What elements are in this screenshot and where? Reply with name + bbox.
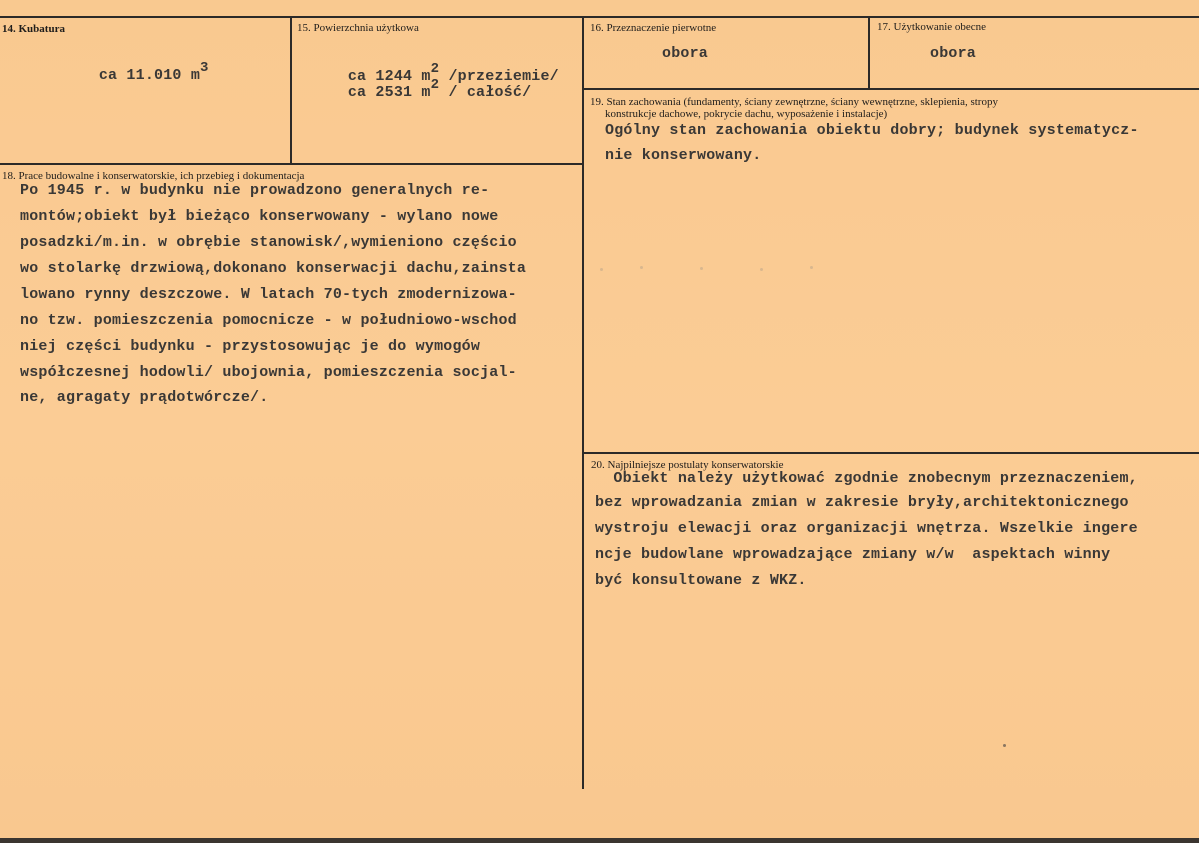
section-18-line: wo stolarkę drzwiową,dokonano konserwacji dachu,zainsta (20, 260, 527, 277)
section-14-label: 14. Kubatura (2, 23, 65, 35)
section-18-label: 18. Prace budowalne i konserwatorskie, ich przebieg i dokumentacja (2, 170, 305, 182)
section-20-line: bez wprowadzania zmian w zakresie bryły,architektonicznego (595, 494, 1129, 511)
section-17-label: 17. Użytkowanie obecne (877, 21, 987, 33)
area-exponent-2: 2 (430, 77, 440, 93)
section-19-label-line-1: 19. Stan zachowania (fundamenty, ściany zewnętrzne, ściany wewnętrzne, sklepienia, stropy (590, 96, 998, 108)
area-exponent-1: 2 (430, 61, 440, 77)
divider-14-15 (290, 17, 292, 163)
section-18-line: posadzki/m.in. w obrębie stanowisk/,wymieniono częścio (20, 234, 517, 251)
area-total-note: / całość/ (439, 84, 532, 101)
bleed-mark (640, 266, 643, 269)
bleed-mark (810, 266, 813, 269)
bottom-scan-edge (0, 838, 1199, 843)
bleed-mark (600, 268, 603, 271)
section-20-line: ncje budowlane wprowadzające zmiany w/w aspektach winny (595, 546, 1111, 563)
section-16-label: 16. Przeznaczenie pierwotne (590, 22, 717, 34)
section-20-line: wystroju elewacji oraz organizacji wnętrza. Wszelkie ingere (595, 520, 1138, 537)
section-18-line: ne, agragaty prądotwórcze/. (20, 389, 269, 406)
section-18-line: no tzw. pomieszczenia pomocnicze - w południowo-wschod (20, 312, 517, 329)
rule-above-20 (583, 452, 1199, 454)
area-above-ground: ca 1244 m (347, 68, 431, 85)
section-20-line: być konsultowane z WKZ. (595, 572, 807, 589)
section-15-line-2 (311, 62, 531, 118)
main-vertical-divider (582, 17, 584, 789)
section-19-label-line-2: konstrukcje dachowe, pokrycie dachu, wyposażenie i instalacje) (605, 108, 888, 120)
rule-under-16-17 (583, 88, 1199, 90)
section-20-label: 20. Najpilniejsze postulaty konserwatorskie (591, 459, 784, 471)
kubatura-unit-exponent: 3 (200, 60, 209, 76)
area-above-ground-note: /przeziemie/ (439, 68, 559, 85)
rule-above-18 (0, 163, 583, 165)
kubatura-value: ca 11.010 m (98, 67, 201, 84)
section-19-line: nie konserwowany. (605, 147, 762, 164)
section-19-line: Ogólny stan zachowania obiektu dobry; budynek systematycz- (605, 122, 1139, 139)
paper-speck (1003, 744, 1006, 747)
divider-16-17 (868, 17, 870, 89)
section-18-line: lowano rynny deszczowe. W latach 70-tych zmodernizowa- (20, 286, 517, 303)
section-18-line: współczesnej hodowli/ ubojownia, pomieszczenia socjal- (20, 364, 517, 381)
section-18-line: niej części budynku - przystosowując je do wymogów (20, 338, 481, 355)
section-16-value: obora (662, 45, 709, 62)
bleed-mark (760, 268, 763, 271)
section-14-value (62, 45, 209, 101)
bleed-mark (700, 267, 703, 270)
section-18-line: montów;obiekt był bieżąco konserwowany - wylano nowe (20, 208, 499, 225)
section-15-label: 15. Powierzchnia użytkowa (297, 22, 419, 34)
area-total: ca 2531 m (347, 84, 431, 101)
section-20-line: Obiekt należy użytkować zgodnie znobecnym przeznaczeniem, (595, 470, 1138, 487)
section-17-value: obora (930, 45, 977, 62)
top-rule (0, 16, 1199, 18)
section-18-line: Po 1945 r. w budynku nie prowadzono generalnych re- (20, 182, 490, 199)
